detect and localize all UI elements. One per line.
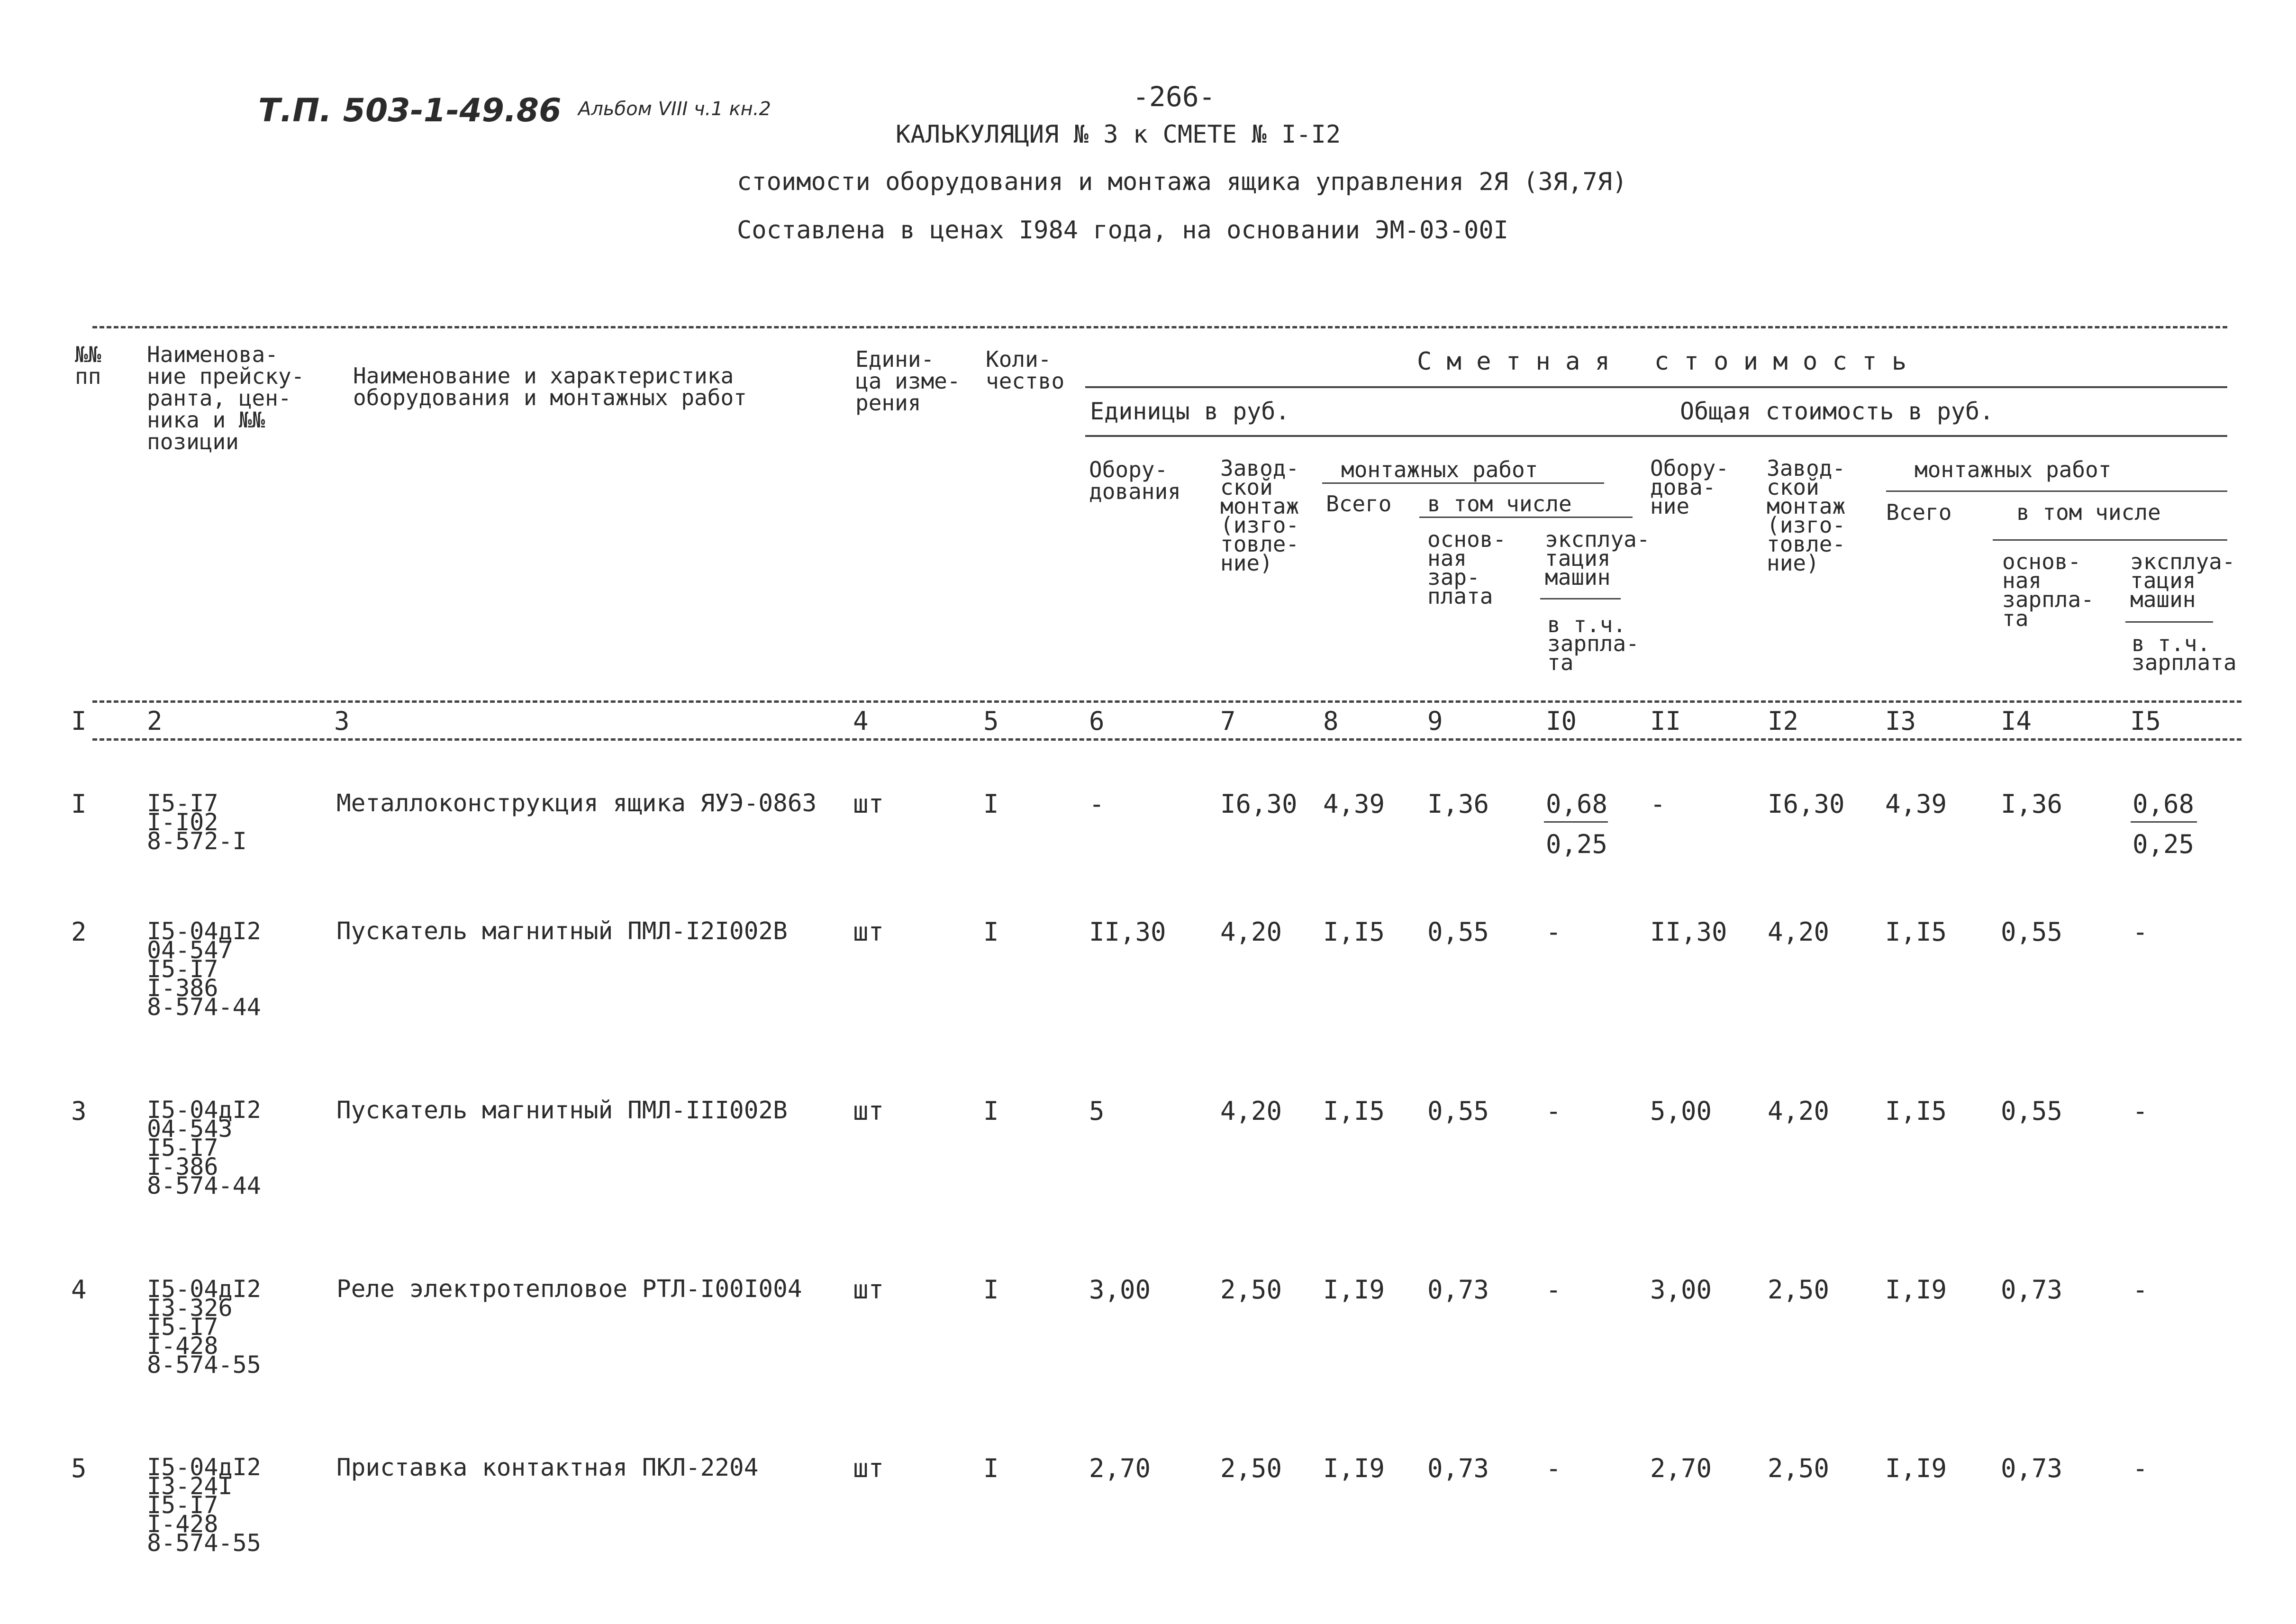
row-factory-unit: 2,50 [1220, 1453, 1282, 1483]
column-number-5: 5 [983, 706, 999, 736]
row-wages-unit: 0,55 [1427, 917, 1489, 947]
table-top-rule [92, 326, 2227, 328]
header-total-cost: Общая стоимость в руб. [1680, 398, 1994, 425]
row-wages-total: 0,55 [2001, 917, 2063, 947]
column-number-15: I5 [2130, 706, 2161, 736]
row-exploit-unit: - [1546, 1275, 1561, 1305]
row-num: 2 [71, 917, 87, 947]
row-pricelist-refs: I5-04дI2 I3-24I I5-I7 I-428 8-574-55 [147, 1453, 261, 1557]
row-exploit-unit: - [1546, 917, 1561, 947]
row-wages-total: 0,55 [2001, 1096, 2063, 1126]
estimated-cost-rule [1085, 386, 2227, 388]
row-num: I [71, 789, 87, 819]
row-qty: I [983, 789, 999, 819]
column-numbers-top-rule [92, 700, 2242, 703]
header-factory-b: Завод- ской монтаж (изго- товле- ние) [1767, 455, 1846, 576]
row-factory-total: 4,20 [1768, 917, 1830, 947]
album-label: Альбом VIII ч.1 кн.2 [578, 98, 771, 120]
row-name: Пускатель магнитный ПМЛ-III002В [336, 1097, 788, 1125]
row-num: 5 [71, 1453, 87, 1483]
row-wages-unit: 0,73 [1427, 1453, 1489, 1483]
row-name: Приставка контактная ПКЛ-2204 [336, 1454, 759, 1482]
row-qty: I [983, 917, 999, 947]
install-works-a-rule [1322, 482, 1604, 484]
row-qty: I [983, 1096, 999, 1126]
header-name: Наименование и характеристика оборудования и монтажных работ [353, 363, 747, 410]
row-install-total-unit: I,I5 [1323, 1096, 1385, 1126]
header-total-a: Всего [1326, 491, 1392, 517]
install-works-b-rule [1886, 490, 2227, 492]
header-install-works-b: монтажных работ [1915, 457, 2112, 482]
header-install-works-a: монтажных работ [1341, 457, 1538, 482]
row-factory-total: I6,30 [1768, 789, 1845, 819]
row-wages-unit: 0,55 [1427, 1096, 1489, 1126]
column-number-2: 2 [147, 706, 163, 736]
column-number-4: 4 [853, 706, 869, 736]
row-equipment-total: 2,70 [1650, 1453, 1712, 1483]
row-exploit-unit: - [1546, 1453, 1561, 1483]
header-exploit-b: эксплуа- тация машин [2130, 549, 2235, 612]
row-factory-unit: 4,20 [1220, 1096, 1282, 1126]
header-incl-a: в том числе [1427, 491, 1572, 517]
row-factory-total: 2,50 [1768, 1275, 1830, 1305]
row-install-total: I,I5 [1885, 1096, 1947, 1126]
header-qty: Коли- чество [986, 346, 1065, 394]
header-wages-a: основ- ная зар- плата [1427, 526, 1506, 609]
row-equipment-total: - [1650, 789, 1666, 819]
row-factory-total: 2,50 [1768, 1453, 1830, 1483]
row-install-total-unit: 4,39 [1323, 789, 1385, 819]
unit-total-rule [1085, 435, 2227, 437]
row-qty: I [983, 1453, 999, 1483]
header-equipment-b: Обору- дова- ние [1650, 455, 1729, 519]
row-name: Реле электротепловое РТЛ-I00I004 [336, 1275, 802, 1303]
header-factory-a: Завод- ской монтаж (изго- товле- ние) [1220, 455, 1299, 576]
row-wages-total: 0,73 [2001, 1275, 2063, 1305]
row-equipment-unit: 3,00 [1089, 1275, 1151, 1305]
row-num: 3 [71, 1096, 87, 1126]
row-install-total: I,I9 [1885, 1275, 1947, 1305]
row-wages-unit: I,36 [1427, 789, 1489, 819]
header-exploit-wage-b: в т.ч. зарплата [2132, 631, 2237, 675]
row-unit: шт [853, 789, 884, 819]
column-numbers-bottom-rule [92, 738, 2242, 741]
row-install-total-unit: I,I9 [1323, 1453, 1385, 1483]
column-number-1: I [71, 706, 87, 736]
column-number-8: 8 [1323, 706, 1339, 736]
row-name: Металлоконструкция ящика ЯУЭ-0863 [336, 789, 817, 817]
row-factory-unit: 4,20 [1220, 917, 1282, 947]
row-equipment-unit: 5 [1089, 1096, 1105, 1126]
row-qty: I [983, 1275, 999, 1305]
exploit-b-underline [2125, 621, 2213, 623]
row-install-total-unit: I,I5 [1323, 917, 1385, 947]
column-number-12: I2 [1768, 706, 1799, 736]
row-pricelist-refs: I5-I7 I-I02 8-572-I [147, 789, 247, 855]
row-unit: шт [853, 1096, 884, 1126]
row-wages-unit: 0,73 [1427, 1275, 1489, 1305]
column-number-14: I4 [2001, 706, 2032, 736]
row-install-total: I,I5 [1885, 917, 1947, 947]
header-pricelist: Наименова- ние прейску- ранта, цен- ника и №№ позиции [147, 342, 305, 454]
header-num: №№ пп [75, 342, 101, 389]
row-exploit-unit: - [1546, 1096, 1561, 1126]
column-number-13: I3 [1885, 706, 1916, 736]
price-basis: Составлена в ценах I984 года, на основании ЭМ-03-00I [737, 216, 1508, 245]
row-exploit-unit: 0,68 [1546, 789, 1608, 819]
row-equipment-total: II,30 [1650, 917, 1727, 947]
row-pricelist-refs: I5-04дI2 I3-326 I5-I7 I-428 8-574-55 [147, 1275, 261, 1379]
row-unit: шт [853, 1275, 884, 1305]
row-exploit-total: 0,68 [2133, 789, 2195, 819]
document-title: КАЛЬКУЛЯЦИЯ № 3 к СМЕТЕ № I-I2 [896, 120, 1341, 149]
fraction-line [1544, 821, 1608, 823]
column-number-9: 9 [1427, 706, 1443, 736]
fraction-line [2131, 821, 2197, 823]
incl-b-rule [1993, 539, 2227, 541]
row-equipment-unit: 2,70 [1089, 1453, 1151, 1483]
doc-reference: Т.П. 503-1-49.86 [258, 92, 562, 129]
header-unit-price: Единицы в руб. [1090, 398, 1290, 425]
column-number-6: 6 [1089, 706, 1105, 736]
incl-a-rule [1419, 517, 1633, 518]
header-total-b: Всего [1886, 499, 1952, 525]
row-unit: шт [853, 1453, 884, 1483]
header-incl-b: в том числе [2016, 499, 2161, 525]
row-num: 4 [71, 1275, 87, 1305]
row-factory-total: 4,20 [1768, 1096, 1830, 1126]
row-factory-unit: 2,50 [1220, 1275, 1282, 1305]
row-name: Пускатель магнитный ПМЛ-I2I002В [336, 917, 788, 945]
row-exploit-total: - [2133, 917, 2148, 947]
row-equipment-total: 5,00 [1650, 1096, 1712, 1126]
row-install-total: I,I9 [1885, 1453, 1947, 1483]
row-exploit-total: - [2133, 1096, 2148, 1126]
row-equipment-unit: II,30 [1089, 917, 1166, 947]
row-install-total-unit: I,I9 [1323, 1275, 1385, 1305]
row-equipment-unit: - [1089, 789, 1105, 819]
row-exploit-wage-total: 0,25 [2133, 829, 2195, 859]
header-unit: Едини- ца изме- рения [855, 346, 961, 416]
row-equipment-total: 3,00 [1650, 1275, 1712, 1305]
header-wages-b: основ- ная зарпла- та [2002, 549, 2094, 631]
row-exploit-wage-unit: 0,25 [1546, 829, 1608, 859]
row-wages-total: 0,73 [2001, 1453, 2063, 1483]
exploit-a-underline [1540, 598, 1621, 599]
header-equipment-a: Обору- дования [1089, 457, 1181, 504]
document-subtitle: стоимости оборудования и монтажа ящика управления 2Я (3Я,7Я) [737, 168, 1627, 196]
column-number-10: I0 [1546, 706, 1577, 736]
row-pricelist-refs: I5-04дI2 04-543 I5-I7 I-386 8-574-44 [147, 1096, 261, 1199]
header-exploit-a: эксплуа- тация машин [1545, 526, 1650, 590]
row-exploit-total: - [2133, 1275, 2148, 1305]
page-number: -266- [1133, 81, 1216, 113]
row-install-total: 4,39 [1885, 789, 1947, 819]
row-unit: шт [853, 917, 884, 947]
row-wages-total: I,36 [2001, 789, 2063, 819]
row-exploit-total: - [2133, 1453, 2148, 1483]
column-number-7: 7 [1220, 706, 1236, 736]
row-factory-unit: I6,30 [1220, 789, 1298, 819]
column-number-3: 3 [334, 706, 350, 736]
row-pricelist-refs: I5-04дI2 04-547 I5-I7 I-386 8-574-44 [147, 917, 261, 1021]
column-number-11: II [1650, 706, 1681, 736]
header-estimated-cost: С м е т н а я с т о и м о с т ь [1417, 347, 1907, 376]
header-exploit-wage-a: в т.ч. зарпла- та [1547, 612, 1639, 675]
